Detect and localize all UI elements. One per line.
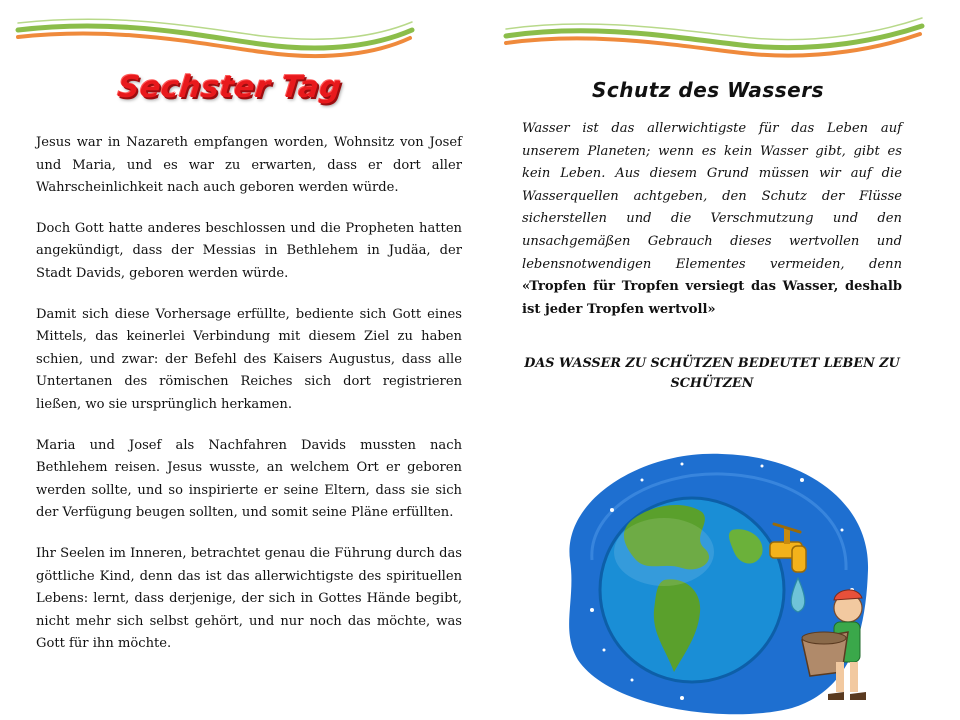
body-italic: Wasser ist das allerwichtigste für das Leben auf unserem Planeten; wenn es kein Wasser gibt, gibt es kein Leben. Aus diesem Grund müssen wir auf die Wasserquellen achtgeben, den Schutz der Flüsse sicherstellen und die Verschmutzung und den unsachgemäßen Gebrauch dieses wertvollen und lebensnotwendigen Elementes vermeiden, denn: [522, 121, 902, 272]
left-page-title: Sechster Tag: [116, 70, 344, 105]
left-page-text: [36, 132, 462, 674]
right-page-title: Schutz des Wassers: [592, 78, 824, 102]
paragraph: Maria und Josef als Nachfahren Davids mussten nach Bethlehem reisen. Jesus wusste, an welchem Ort er geboren werden sollte, und so inspirierte er seine Eltern, dass sie sich der Verfügung beugen sollten, und somit seine Pläne erfüllten.: [36, 437, 462, 521]
right-page-text: [522, 118, 902, 321]
slogan: DAS WASSER ZU SCHÜTZEN BEDEUTET LEBEN ZU SCHÜTZEN: [524, 356, 900, 391]
left-header-swoosh-icon: [0, 0, 480, 80]
right-header-swoosh-icon: [480, 0, 960, 80]
earth-water-tap-illustration: [552, 440, 882, 720]
paragraph: Ihr Seelen im Inneren, betrachtet genau die Führung durch das göttliche Kind, denn das ist das allerwichtigste des spirituellen Lebens: lernt, dass derjenige, der sich in Gottes Hände begibt, nicht mehr sich selbst gehört, und nur noch das möchte, was Gott für ihn möchte.: [36, 545, 462, 652]
body-bold-quote: «Tropfen für Tropfen versiegt das Wasser, deshalb ist jeder Tropfen wertvoll»: [522, 279, 902, 317]
paragraph: Jesus war in Nazareth empfangen worden, Wohnsitz von Josef und Maria, und es war zu erwarten, dass er dort aller Wahrscheinlichkeit nach auch geboren werden würde.: [36, 135, 462, 196]
paragraph: Damit sich diese Vorhersage erfüllte, bediente sich Gott eines Mittels, das keinerlei Verbindung mit diesem Ziel zu haben schien, und zwar: der Befehl des Kaisers Augustus, dass alle Untertanen des römischen Reiches sich dort registrieren ließen, wo sie ursprünglich herkamen.: [36, 306, 462, 412]
paragraph: Doch Gott hatte anderes beschlossen und die Propheten hatten angekündigt, dass der Messias in Bethlehem in Judäa, der Stadt Davids, geboren werden würde.: [36, 220, 462, 281]
